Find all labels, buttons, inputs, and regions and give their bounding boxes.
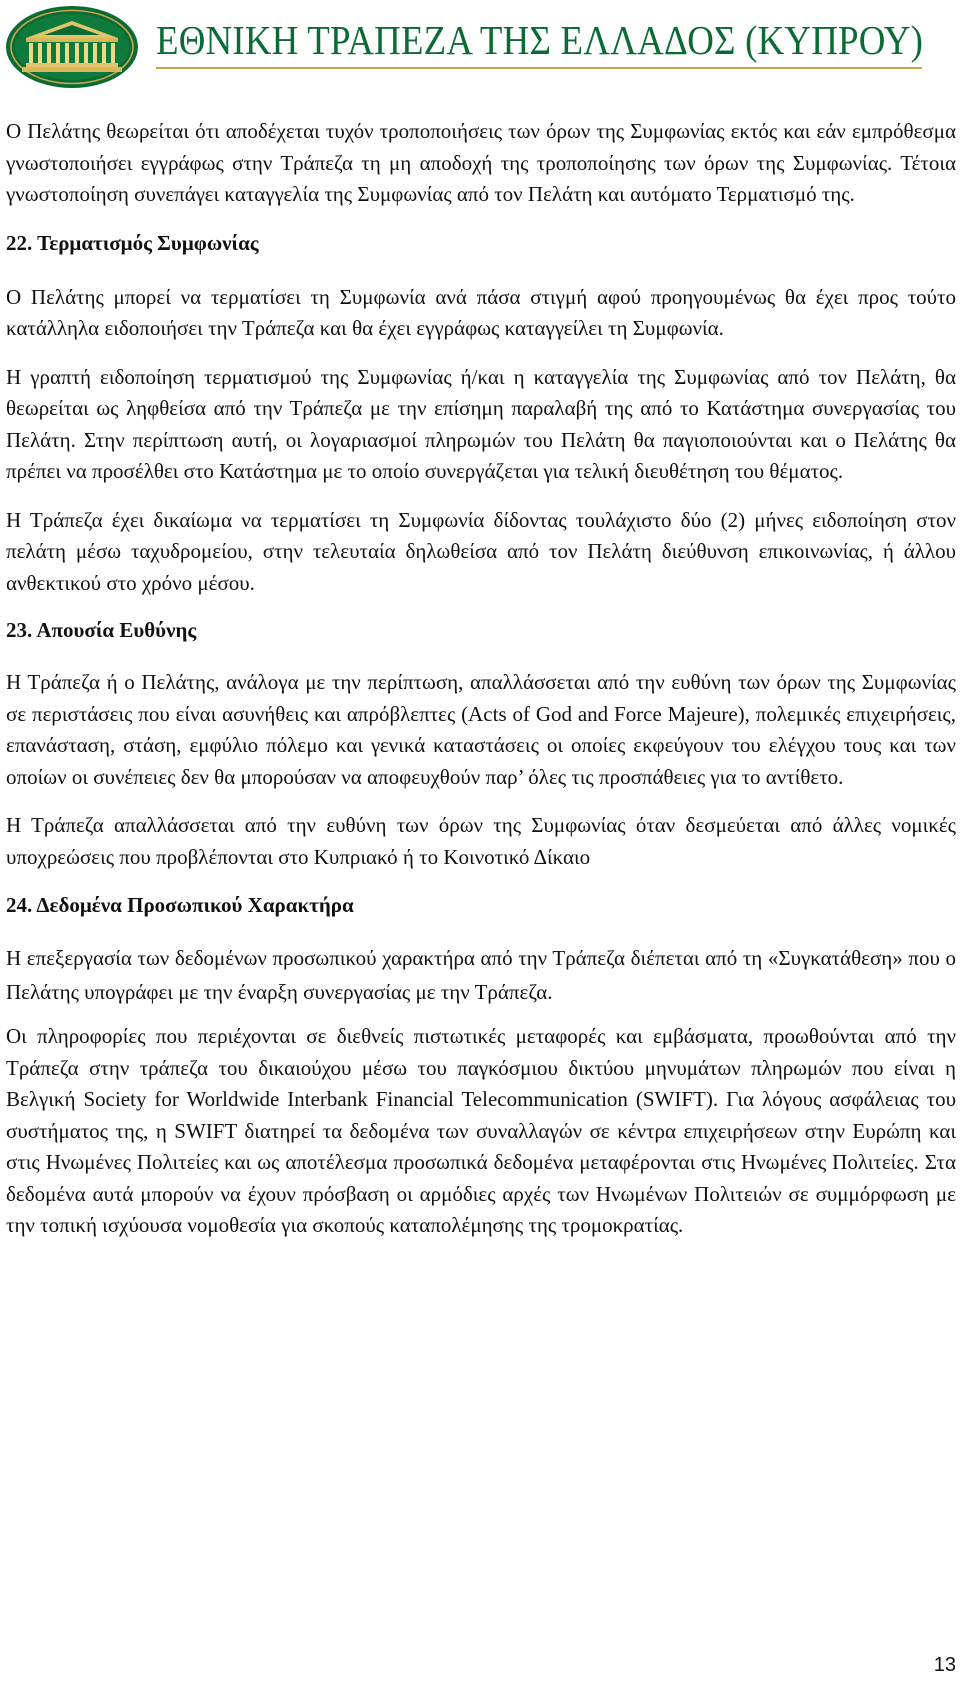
paragraph-amendments: Ο Πελάτης θεωρείται ότι αποδέχεται τυχόν τροποποιήσεις των όρων της Συμφωνίας εκτός και εάν εμπρόθεσμα γνωστοποιήσει εγγράφως στην Τράπεζα τη μη αποδοχή της τροποποίησης των όρων της Συμφωνίας. Τέτοια γνωστοποίηση συνεπάγει καταγγελία της Συμφωνίας από τον Πελάτη και αυτόματο Τερματισμό της. — [6, 119, 956, 206]
page-header — [0, 0, 960, 96]
section-23-heading: 23. Απουσία Ευθύνης — [6, 618, 197, 642]
page-number: 13 — [933, 1654, 956, 1676]
paragraph-swift: Οι πληροφορίες που περιέχονται σε διεθνείς πιστωτικές μεταφορές και εμβάσματα, προωθούνται από την Τράπεζα στην τράπεζα του δικαιούχου μέσω του παγκόσμιου δικτύου μηνυμάτων πληρωμών που είναι η Βελγική Society for Worldwide Interbank Financial Telecommunication (SWIFT). Για λόγους ασφάλειας του συστήματος της, η SWIFT διατηρεί τα δεδομένα των συναλλαγών σε κέντρα επιχειρήσεων στην Ευρώπη και στις Ηνωμένες Πολιτείες και ως αποτέλεσμα προσωπικά δεδομένα μεταφέρονται στις Ηνωμένες Πολιτείες. Στα δεδομένα αυτά μπορούν να έχουν πρόσβαση οι αρμόδιες αρχές των Ηνωμένων Πολιτειών σε συμμόρφωση με την τοπική ισχύουσα νομοθεσία για σκοπούς καταπολέμησης της τρομοκρατίας. — [6, 1024, 956, 1237]
document-body — [6, 116, 956, 1242]
paragraph-legal-obligations: Η Τράπεζα απαλλάσσεται από την ευθύνη των όρων της Συμφωνίας όταν δεσμεύεται από άλλες νομικές υποχρεώσεις που προβλέπονται στο Κυπριακό ή το Κοινοτικό Δίκαιο — [6, 813, 956, 869]
bank-name-title: ΕΘΝΙΚΗ ΤΡΑΠΕΖΑ ΤΗΣ ΕΛΛΑΔΟΣ (ΚΥΠΡΟΥ) — [156, 17, 924, 63]
section-24-heading: 24. Δεδομένα Προσωπικού Χαρακτήρα — [6, 893, 354, 917]
paragraph-termination-by-bank: Η Τράπεζα έχει δικαίωμα να τερματίσει τη Συμφωνία δίδοντας τουλάχιστο δύο (2) μήνες ειδοποίηση στον πελάτη μέσω ταχυδρομείου, στην τελευταία δηλωθείσα από τον Πελάτη διεύθυνση επικοινωνίας, ή άλλου ανθεκτικού στο χρόνο μέσου. — [6, 507, 956, 595]
bank-building-emblem-icon — [4, 4, 140, 90]
paragraph-written-notice: Η γραπτή ειδοποίηση τερματισμού της Συμφωνίας ή/και η καταγγελία της Συμφωνίας από τον Πελάτη, θα θεωρείται ως ληφθείσα από την Τράπεζα με την επίσημη παραλαβή της από το Κατάστημα συνεργασίας του Πελάτη. Στην περίπτωση αυτή, οι λογαριασμοί πληρωμών του Πελάτη θα παγιοποιούνται και ο Πελάτης θα πρέπει να προσέλθει στο Κατάστημα με το οποίο συνεργάζεται για τελική διευθέτηση του θέματος. — [6, 364, 956, 483]
section-22-heading: 22. Τερματισμός Συμφωνίας — [6, 230, 259, 255]
header-divider — [156, 67, 922, 69]
paragraph-force-majeure: Η Τράπεζα ή ο Πελάτης, ανάλογα με την περίπτωση, απαλλάσσεται από την ευθύνη των όρων της Συμφωνίας σε περιστάσεις που είναι ασυνήθεις και απρόβλεπτες (Acts of God and Force Majeure), πολεμικές επιχειρήσεις, επανάσταση, στάση, εμφύλιο πόλεμο και γενικά καταστάσεις οι οποίες εκφεύγουν του ελέγχου τους και των οποίων οι συνέπειες δεν θα μπορούσαν να αποφευχθούν παρ’ όλες τις προσπάθειες για το αντίθετο. — [6, 670, 956, 789]
paragraph-termination-by-client: Ο Πελάτης μπορεί να τερματίσει τη Συμφωνία ανά πάσα στιγμή αφού προηγουμένως θα έχει προς τούτο κατάλληλα ειδοποιήσει την Τράπεζα και θα έχει εγγράφως καταγγείλει τη Συμφωνία. — [6, 284, 956, 340]
paragraph-personal-data-consent: Η επεξεργασία των δεδομένων προσωπικού χαρακτήρα από την Τράπεζα διέπεται από τη «Συγκατάθεση» που ο Πελάτης υπογράφει με την έναρξη συνεργασίας με την Τράπεζα. — [6, 946, 956, 1004]
